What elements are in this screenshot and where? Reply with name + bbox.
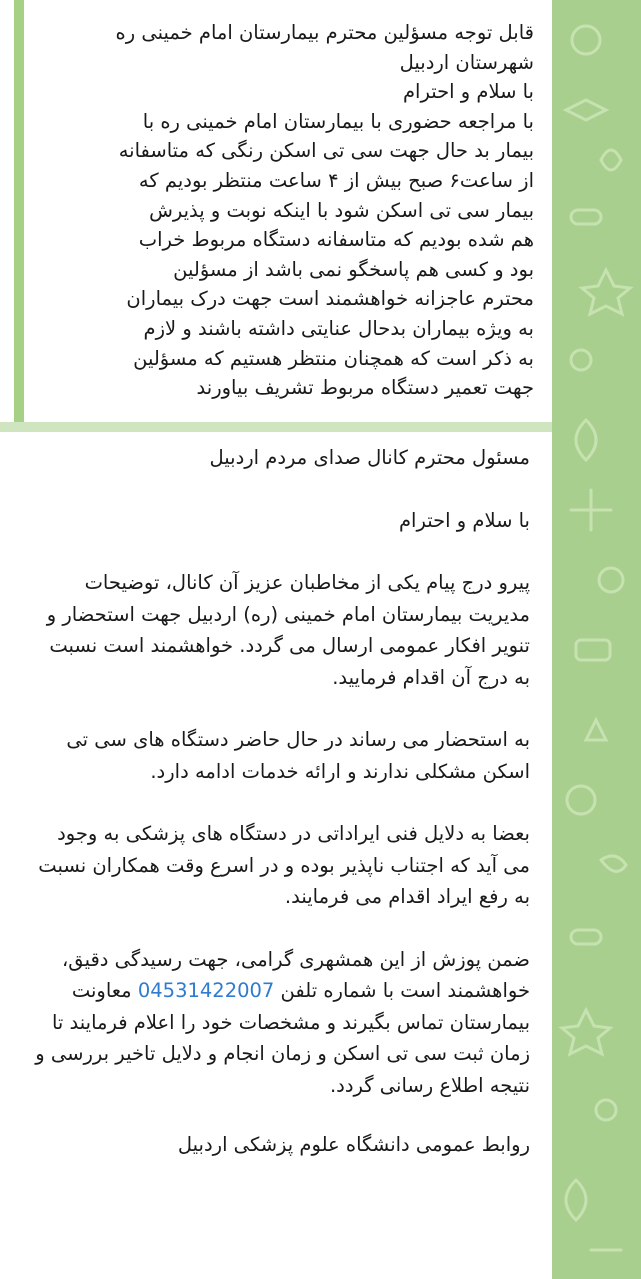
addressee-line: مسئول محترم کانال صدای مردم اردبیل [209, 446, 530, 469]
paragraph-technical: بعضا به دلایل فنی ایراداتی در دستگاه های پزشکی به وجود می آید که اجتناب ناپذیر بوده و در اسرع وقت همکاران نسبت به رفع ایراد اقدام می فرمایند. [38, 822, 530, 908]
paragraph-status: به استحضار می رساند در حال حاضر دستگاه های سی تی اسکن مشکلی ندارند و ارائه خدمات ادامه دارد. [66, 728, 530, 783]
complaint-message-text: قابل توجه مسؤلین محترم بیمارستان امام خمینی ره شهرستان اردبیل با سلام و احترام با مراجعه حضوری با بیمارستان امام خمینی ره با بیمار بد حال جهت سی تی اسکن رنگی که متاسفانه از ساعت۶ صبح بیش از ۴ ساعت منتظر بودیم که بیمار سی تی اسکن شود با اینکه نوبت و پذیرش هم شده بودیم که متاسفانه دستگاه مربوط خراب بود و کسی هم پاسخگو نمی باشد از مسؤلین محترم عاجزانه خواهشمند است جهت درک بیماران به ویژه بیماران بدحال عنایتی داشته باشند و لازم به ذکر است که همچنان منتظر هستیم که مسؤلین جهت تعمیر دستگاه مربوط تشریف بیاورند [115, 21, 534, 400]
reply-message-bubble [0, 432, 552, 1279]
contact-text-after: معاونت بیمارستان تماس بگیرند و مشخصات خود را اعلام فرمایند تا زمان ثبت سی تی اسکن و زمان انجام و دلایل تاخیر بررسی و نتیجه اطلاع رسانی گردد. [35, 979, 530, 1097]
contact-text-before: ضمن پوزش از این همشهری گرامی، جهت رسیدگی دقیق، خواهشمند است با شماره تلفن [62, 947, 530, 1002]
forwarded-message-bubble [0, 0, 552, 422]
paragraph-intro: پیرو درج پیام یکی از مخاطبان عزیز آن کانال، توضیحات مدیریت بیمارستان امام خمینی (ره) اردبیل جهت استحضار و تنویر افکار عمومی ارسال می گردد. خواهشمند است نسبت به درج آن اقدام فرمایید. [46, 571, 530, 689]
message-separator [0, 422, 552, 432]
paragraph-contact [30, 944, 530, 1102]
greeting-line: با سلام و احترام [398, 508, 530, 532]
doodle-pattern [546, 0, 641, 1279]
chat-background [546, 0, 641, 1279]
quote-bar [14, 0, 24, 422]
phone-number-link[interactable]: 04531422007 [137, 979, 275, 1002]
signature-line: روابط عمومی دانشگاه علوم پزشکی اردبیل [177, 1133, 530, 1156]
